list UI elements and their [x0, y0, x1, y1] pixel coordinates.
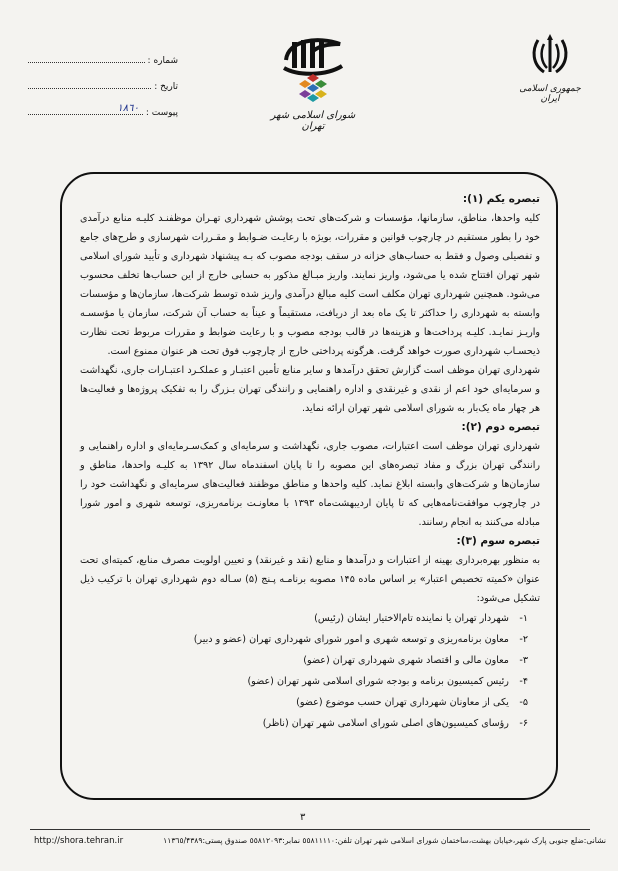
number-line	[28, 52, 145, 63]
footer-address: نشانی:ضلع جنوبی پارک شهر،خیابان بهشت،ساختمان شورای اسلامی شهر تهران تلفن:٥٥٨١١١١٠ نمابر:٥٥٨١٢٠٩٣ صندوق پستی:١١٣٦٥/۴٣٨٩	[163, 836, 606, 845]
section-1-paragraph-2: شهرداری تهران موظف است گزارش تحقق درآمدها و سایر منابع تأمین اعتبـار و عملکـرد اعتبـارات جاری، نگهداشت و سرمایه‌ای خود اعم از نقدی و غیرنقدی و اداره راهنمایی و رانندگی تهران بـزرگ را به تفکیک پروژه‌ها و فعالیت‌ها هر چهار ماه یک‌بار به شورای اسلامی شهر تهران ارائه نماید.	[80, 365, 540, 414]
list-item-text: معاون برنامه‌ریزی و توسعه شهری و امور شورای شهرداری تهران (عضو و دبیر)	[193, 634, 509, 645]
council-logo	[258, 30, 368, 132]
section-3-heading: تبصره سوم (٣):	[456, 535, 540, 547]
list-item	[80, 629, 528, 650]
list-item	[80, 713, 528, 734]
section-1-heading: تبصره یکم (١):	[462, 193, 540, 205]
list-item	[80, 692, 528, 713]
list-item	[80, 671, 528, 692]
council-title: شورای اسلامی شهر تهران	[270, 110, 356, 132]
list-item-number: ۴-	[519, 676, 528, 687]
list-item-text: معاون مالی و اقتصاد شهری شهرداری تهران (عضو)	[303, 655, 509, 666]
date-line	[28, 78, 151, 89]
list-item-text: رئیس کمیسیون برنامه و بودجه شورای اسلامی شهر تهران (عضو)	[247, 676, 509, 687]
date-field	[28, 66, 178, 92]
attachment-label: پیوست :	[145, 108, 178, 118]
list-item-number: ٣-	[519, 655, 528, 666]
footer-divider	[30, 829, 590, 830]
list-item-text: رؤسای کمیسیون‌های اصلی شورای اسلامی شهر تهران (ناظر)	[262, 718, 509, 729]
list-item	[80, 608, 528, 629]
list-item-text: یکی از معاونان شهرداری تهران حسب موضوع (عضو)	[296, 697, 509, 708]
section-3-paragraph-1: به منظور بهره‌برداری بهینه از اعتبارات و درآمدها و منابع (نقد و غیرنقد) و تعیین اولویت مصرف منابع، کمیته‌ای تحت عنوان «کمیته تخصیص اعتبار» بر اساس ماده ١۴۵ مصوبه برنامـه پـنج (۵) سـاله دوم شهرداری تهران با ترکیب ذیل تشکیل می‌شود:	[80, 555, 540, 604]
letter-body	[80, 190, 540, 790]
list-item-number: ١-	[519, 613, 528, 624]
republic-title: جمهوری اسلامی ایران	[519, 84, 581, 104]
list-item-number: ٢-	[519, 634, 528, 645]
council-emblem-icon	[278, 30, 348, 104]
list-item-text: شهردار تهران یا نماینده تام‌الاختیار ایشان (رئیس)	[314, 613, 509, 624]
list-item-number: ۵-	[519, 697, 528, 708]
list-item	[80, 650, 528, 671]
attachment-field	[28, 92, 178, 118]
list-item-number: ۶-	[519, 718, 528, 729]
section-1-paragraph-1: کلیه واحدها، مناطق، سازمانها، مؤسسات و شرکت‌های تحت پوشش شهرداری تهـران موظفنـد کلیـه منابع درآمدی خود را بطور مستقیم در چارچوب قوانین و مقررات، بویژه با رعایـت ضـوابط و مقـررات شهرسازی و طرح‌های جامع و تفصیلی وصول و فقط به حساب‌های خزانه در سقف بودجه مصوب که بـه پیشنهاد شهرداری و تأیید شورای اسلامی شهر تهران افتتاح شده یا می‌شود، واریز نمایند. واریز مبـالغ مذکور به حسابی خارج از این حساب‌ها تخلف محسوب می‌شود. همچنین شهرداری تهران مکلف است کلیه مبالغ درآمدی واریز شده توسط شرکت‌ها، سازمان‌ها و مؤسسات وابسته به شهرداری را حداکثر تا یک ماه بعد از دریافت، مستقیماً و عیناً به حساب آن شرکت، سازمان یا مؤسسـه واریـز نمایـد. کلیـه پرداخت‌ها و هزینه‌ها در قالب بودجه مصوب و با رعایت ضوابط و مقررات مربوط تحت نظارت ذیحسـاب شهرداری صورت خواهد گرفت. هرگونه پرداختی خارج از چارچوب فوق تحت هر عنوان ممنوع است.	[80, 213, 540, 357]
date-label: تاریخ :	[154, 82, 178, 92]
letter-meta	[28, 40, 178, 118]
section-2-paragraph-1: شهرداری تهران موظف است اعتبارات، مصوب جاری، نگهداشت و سرمایه‌ای و کمک‌سـرمایه‌ای و اداره راهنمایی و رانندگی تهران بزرگ و مفاد تبصره‌های این مصوبه را تا پایان اسفندماه سال ١٣٩٢ به کلیـه واحدها، مناطق و سازمان‌ها و شرکت‌های وابسته ابلاغ نماید. کلیه واحدها و مناطق موظفند فعالیت‌های سرمایه‌ای و نگهداشت خود را در چارچوب موافقت‌نامه‌هایی که تا پایان اردیبهشت‌ماه ١٣٩٣ با معاونـت برنامه‌ریزی، توسعه شهری و امور شورا مبادله می‌کنند به انجام رسانند.	[80, 441, 540, 528]
attachment-value: ١٨٦٠	[117, 103, 139, 114]
page-number: ٣	[300, 812, 306, 823]
number-label: شماره :	[147, 56, 178, 66]
attachment-line	[28, 104, 143, 115]
committee-member-list	[80, 608, 540, 734]
number-field	[28, 40, 178, 66]
republic-logo	[510, 34, 590, 104]
republic-emblem-icon	[530, 34, 570, 78]
footer-url[interactable]: http://shora.tehran.ir	[34, 836, 124, 846]
section-2-heading: تبصره دوم (٢):	[461, 421, 540, 433]
